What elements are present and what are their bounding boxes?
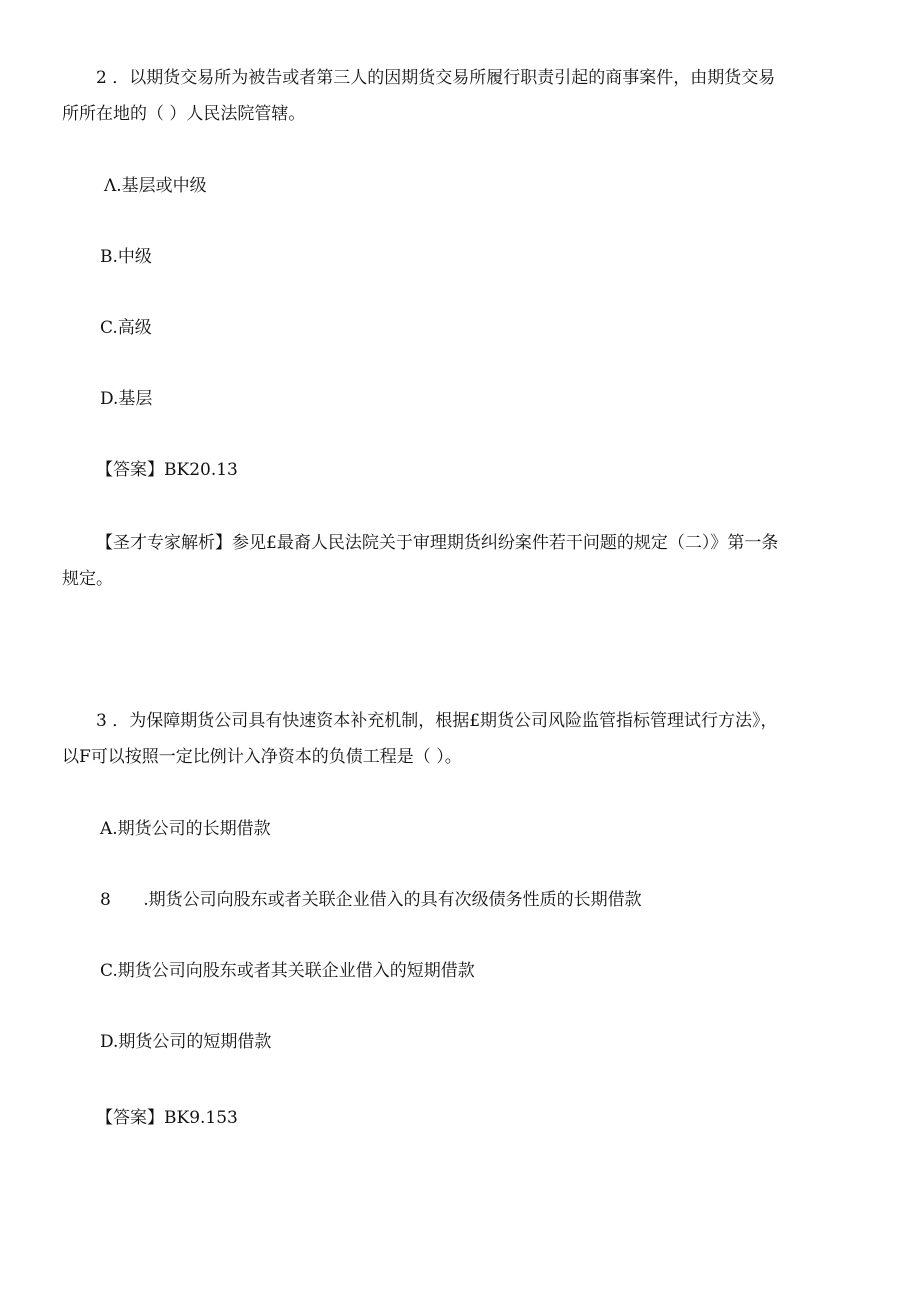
question-2-option-b: B.中级 bbox=[100, 247, 152, 267]
question-2-option-d: D.基层 bbox=[100, 389, 153, 409]
question-2-answer: 【答案】BK20.13 bbox=[96, 460, 238, 480]
question-3-option-b: 8 .期货公司向股东或者关联企业借入的具有次级债务性质的长期借款 bbox=[100, 890, 642, 910]
question-2-analysis-line-1: 【圣才专家解析】参见£最裔人民法院关于审理期货纠纷案件若干问题的规定（二）》第一条 bbox=[96, 533, 779, 553]
question-3-answer: 【答案】BK9.153 bbox=[96, 1108, 238, 1128]
question-2-option-c: C.高级 bbox=[100, 318, 152, 338]
question-3-stem-line-1: 3 ．为保障期货公司具有快速资本补充机制，根据£期货公司风险监管指标管理试行方法》， bbox=[96, 711, 778, 731]
question-2-stem-line-2: 所所在地的（ ）人民法院管辖。 bbox=[62, 104, 306, 124]
question-3-option-a: A.期货公司的长期借款 bbox=[100, 819, 271, 839]
question-3-option-c: C.期货公司向股东或者其关联企业借入的短期借款 bbox=[100, 961, 475, 981]
question-3-stem-line-2: 以F可以按照一定比例计入净资本的负债工程是（ ）。 bbox=[62, 747, 462, 767]
question-2-stem-line-1: 2 ．以期货交易所为被告或者第三人的因期货交易所履行职责引起的商事案件，由期货交易 bbox=[96, 68, 776, 88]
question-2-analysis-line-2: 规定。 bbox=[62, 569, 113, 589]
question-3-option-d: D.期货公司的短期借款 bbox=[100, 1032, 272, 1052]
question-2-option-a: Λ.基层或中级 bbox=[104, 176, 207, 196]
